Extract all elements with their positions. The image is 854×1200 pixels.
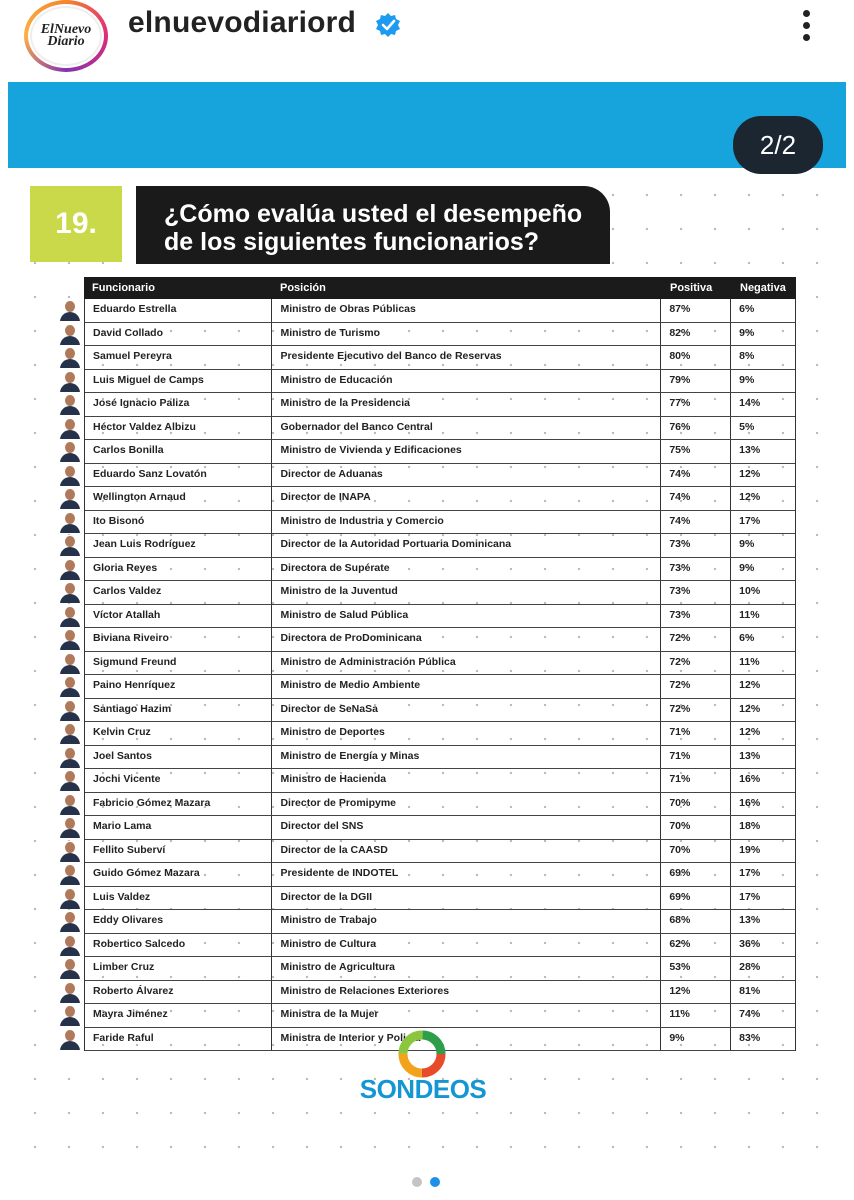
table-row: [85, 417, 795, 441]
row-name: Carlos Bonilla: [85, 440, 272, 463]
person-photo-icon: [59, 394, 81, 415]
person-photo-icon: [59, 864, 81, 885]
row-position: Ministro de Deportes: [272, 722, 661, 745]
row-position: Ministro de Energía y Minas: [272, 746, 661, 769]
row-negative: 12%: [739, 491, 761, 503]
row-name: José Ignacio Paliza: [85, 393, 272, 416]
row-positive: 53%: [661, 957, 731, 980]
table-row: [85, 487, 795, 511]
table-row: [85, 840, 795, 864]
row-negative: 9%: [739, 373, 755, 386]
row-position: Ministro de Vivienda y Edificaciones: [272, 440, 661, 463]
row-negative: 5%: [739, 420, 755, 433]
carousel-dot[interactable]: [430, 1177, 440, 1187]
row-name: Héctor Valdez Albizu: [85, 417, 272, 440]
person-photo-icon: [59, 747, 81, 768]
table-row: [85, 534, 795, 558]
table-row: [85, 581, 795, 605]
row-positive: 73%: [661, 581, 731, 604]
row-negative: 36%: [739, 937, 761, 950]
more-options-icon[interactable]: [796, 6, 816, 46]
row-name: Joel Santos: [85, 746, 272, 769]
person-photo-icon: [59, 723, 81, 744]
row-positive: 73%: [661, 605, 731, 628]
carousel-dots: [412, 1177, 440, 1187]
row-negative: 16%: [739, 773, 761, 785]
row-positive: 70%: [661, 816, 731, 839]
person-photo-icon: [59, 653, 81, 674]
row-position: Director de la CAASD: [272, 840, 661, 863]
row-name: Guido Gómez Mazara: [85, 863, 272, 886]
row-name: Sigmund Freund: [85, 652, 272, 675]
row-positive: 73%: [661, 534, 731, 557]
row-position: Ministro de Salud Pública: [272, 605, 661, 628]
person-photo-icon: [59, 418, 81, 439]
row-negative: 9%: [739, 326, 755, 339]
row-position: Ministro de Trabajo: [272, 910, 661, 933]
row-positive: 69%: [661, 887, 731, 910]
row-positive: 75%: [661, 440, 731, 463]
row-name: Gloria Reyes: [85, 558, 272, 581]
row-position: Director de INAPA: [272, 487, 661, 510]
row-negative: 74%: [739, 1008, 761, 1020]
row-position: Presidente Ejecutivo del Banco de Reservas: [272, 346, 661, 369]
table-row: [85, 464, 795, 488]
table-row: [85, 652, 795, 676]
row-positive: 9%: [661, 1028, 731, 1051]
row-name: Limber Cruz: [85, 957, 272, 980]
table-row: [85, 370, 795, 394]
row-positive: 80%: [661, 346, 731, 369]
row-negative: 12%: [739, 702, 761, 715]
row-position: Directora de Supérate: [272, 558, 661, 581]
person-photo-icon: [59, 770, 81, 791]
row-negative: 11%: [739, 608, 760, 621]
row-name: Fabricio Gómez Mazara: [85, 793, 272, 816]
header-funcionario: Funcionario: [92, 282, 155, 294]
table-row: [85, 769, 795, 793]
row-name: Kelvin Cruz: [85, 722, 272, 745]
person-photo-icon: [59, 559, 81, 580]
person-photo-icon: [59, 958, 81, 979]
row-name: Eduardo Estrella: [85, 299, 272, 322]
table-row: [85, 440, 795, 464]
row-negative: 12%: [739, 679, 761, 691]
person-photo-icon: [59, 888, 81, 909]
row-positive: 71%: [661, 746, 731, 769]
row-name: Luis Miguel de Camps: [85, 370, 272, 393]
row-positive: 62%: [661, 934, 731, 957]
person-photo-icon: [59, 324, 81, 345]
person-photo-icon: [59, 465, 81, 486]
row-name: Mario Lama: [85, 816, 272, 839]
table-row: [85, 746, 795, 770]
row-positive: 87%: [661, 299, 731, 322]
row-negative: 28%: [739, 961, 761, 973]
row-position: Ministro de Industria y Comercio: [272, 511, 661, 534]
row-positive: 82%: [661, 323, 731, 346]
row-name: Jean Luis Rodríguez: [85, 534, 272, 557]
row-negative: 11%: [739, 655, 760, 668]
row-negative: 17%: [739, 514, 761, 527]
person-photo-icon: [59, 606, 81, 627]
row-name: Fellito Suberví: [85, 840, 272, 863]
row-positive: 70%: [661, 793, 731, 816]
table-row: [85, 981, 795, 1005]
table-row: [85, 887, 795, 911]
table-row: [85, 511, 795, 535]
row-position: Ministro de Educación: [272, 370, 661, 393]
person-photo-icon: [59, 911, 81, 932]
row-position: Ministro de Relaciones Exteriores: [272, 981, 661, 1004]
question-number: 19.: [30, 186, 122, 262]
row-position: Ministro de la Juventud: [272, 581, 661, 604]
row-name: Roberto Álvarez: [85, 981, 272, 1004]
row-negative: 12%: [739, 726, 761, 738]
row-negative: 17%: [739, 867, 761, 879]
row-name: Faride Raful: [85, 1028, 272, 1051]
person-photo-icon: [59, 817, 81, 838]
person-photo-icon: [59, 512, 81, 533]
person-photo-icon: [59, 629, 81, 650]
row-negative: 18%: [739, 820, 761, 832]
header-positiva: Positiva: [670, 282, 713, 294]
row-positive: 72%: [661, 652, 731, 675]
row-positive: 70%: [661, 840, 731, 863]
row-name: Mayra Jiménez: [85, 1004, 272, 1027]
row-position: Director de la DGII: [272, 887, 661, 910]
row-position: Ministro de Cultura: [272, 934, 661, 957]
row-name: David Collado: [85, 323, 272, 346]
row-positive: 73%: [661, 558, 731, 581]
row-negative: 6%: [739, 303, 755, 315]
results-table: [84, 277, 796, 1051]
table-row: [85, 628, 795, 652]
verified-badge-icon: [374, 12, 402, 40]
person-photo-icon: [59, 441, 81, 462]
person-photo-icon: [59, 676, 81, 697]
row-negative: 8%: [739, 350, 755, 362]
carousel-dot[interactable]: [412, 1177, 422, 1187]
table-row: [85, 699, 795, 723]
table-row: [85, 1004, 795, 1028]
row-position: Director de Promipyme: [272, 793, 661, 816]
row-name: Santiago Hazim: [85, 699, 272, 722]
row-positive: 74%: [661, 464, 731, 487]
row-positive: 71%: [661, 722, 731, 745]
row-negative: 14%: [739, 397, 761, 409]
row-negative: 9%: [739, 561, 755, 574]
person-photo-icon: [59, 1029, 81, 1050]
table-row: [85, 722, 795, 746]
row-positive: 77%: [661, 393, 731, 416]
table-row: [85, 957, 795, 981]
question-line-2: de los siguientes funcionarios?: [164, 228, 540, 256]
row-positive: 74%: [661, 487, 731, 510]
row-negative: 9%: [739, 538, 755, 550]
table-row: [85, 323, 795, 347]
row-position: Director de SeNaSa: [272, 699, 661, 722]
table-row: [85, 605, 795, 629]
row-name: Luis Valdez: [85, 887, 272, 910]
row-negative: 13%: [739, 444, 761, 456]
person-photo-icon: [59, 300, 81, 321]
table-row: [85, 910, 795, 934]
row-name: Eduardo Sanz Lovatón: [85, 464, 272, 487]
row-negative: 13%: [739, 749, 761, 762]
row-negative: 10%: [739, 585, 761, 597]
row-negative: 17%: [739, 890, 761, 903]
person-photo-icon: [59, 700, 81, 721]
row-position: Director de la Autoridad Portuaria Dominicana: [272, 534, 661, 557]
row-positive: 74%: [661, 511, 731, 534]
person-photo-icon: [59, 582, 81, 603]
row-negative: 83%: [739, 1031, 761, 1044]
row-positive: 76%: [661, 417, 731, 440]
header-negativa: Negativa: [740, 282, 786, 294]
table-row: [85, 863, 795, 887]
person-photo-icon: [59, 794, 81, 815]
table-row: [85, 558, 795, 582]
row-name: Wellington Arnaud: [85, 487, 272, 510]
row-name: Ito Bisonó: [85, 511, 272, 534]
profile-avatar[interactable]: [24, 0, 108, 72]
row-name: Paino Henríquez: [85, 675, 272, 698]
row-positive: 11%: [661, 1004, 731, 1027]
row-position: Ministra de la Mujer: [272, 1004, 661, 1027]
row-position: Ministro de Obras Públicas: [272, 299, 661, 322]
row-name: Robertico Salcedo: [85, 934, 272, 957]
row-positive: 72%: [661, 699, 731, 722]
sondeos-logo-text: SONDEOS: [359, 1074, 487, 1104]
person-photo-icon: [59, 982, 81, 1003]
row-positive: 72%: [661, 675, 731, 698]
row-negative: 13%: [739, 914, 761, 926]
row-positive: 72%: [661, 628, 731, 651]
row-negative: 12%: [739, 467, 761, 480]
question-title: [136, 186, 610, 264]
table-row: [85, 793, 795, 817]
post-header: [0, 0, 854, 80]
row-position: Ministro de Administración Pública: [272, 652, 661, 675]
header-posicion: Posición: [280, 282, 326, 294]
row-position: Ministro de Turismo: [272, 323, 661, 346]
top-blue-band: [8, 82, 846, 168]
row-negative: 19%: [739, 843, 761, 856]
row-position: Ministro de Agricultura: [272, 957, 661, 980]
row-positive: 69%: [661, 863, 731, 886]
row-name: Víctor Atallah: [85, 605, 272, 628]
row-name: Jochi Vicente: [85, 769, 272, 792]
row-positive: 79%: [661, 370, 731, 393]
row-position: Ministra de Interior y Policía: [272, 1028, 661, 1051]
table-row: [85, 934, 795, 958]
person-photo-icon: [59, 347, 81, 368]
table-row: [85, 393, 795, 417]
table-header: [84, 277, 796, 299]
row-position: Ministro de Medio Ambiente: [272, 675, 661, 698]
row-position: Directora de ProDominicana: [272, 628, 661, 651]
person-photo-icon: [59, 488, 81, 509]
row-negative: 16%: [739, 796, 761, 809]
page-indicator: 2/2: [733, 116, 823, 174]
row-name: Samuel Pereyra: [85, 346, 272, 369]
row-name: Eddy Olivares: [85, 910, 272, 933]
row-position: Director del SNS: [272, 816, 661, 839]
table-row: [85, 346, 795, 370]
username[interactable]: elnuevodiariord: [128, 6, 357, 39]
sondeos-logo-icon: [396, 1028, 448, 1080]
person-photo-icon: [59, 535, 81, 556]
row-position: Director de Aduanas: [272, 464, 661, 487]
person-photo-icon: [59, 1005, 81, 1026]
row-position: Gobernador del Banco Central: [272, 417, 661, 440]
row-positive: 71%: [661, 769, 731, 792]
row-negative: 81%: [739, 984, 761, 997]
question-line-1: ¿Cómo evalúa usted el desempeño: [164, 200, 583, 228]
row-name: Biviana Riveiro: [85, 628, 272, 651]
row-position: Presidente de INDOTEL: [272, 863, 661, 886]
table-row: [85, 675, 795, 699]
row-name: Carlos Valdez: [85, 581, 272, 604]
table-row: [85, 299, 795, 323]
table-row: [85, 816, 795, 840]
row-positive: 12%: [661, 981, 731, 1004]
person-photo-icon: [59, 935, 81, 956]
row-position: Ministro de Hacienda: [272, 769, 661, 792]
person-photo-icon: [59, 841, 81, 862]
row-positive: 68%: [661, 910, 731, 933]
avatar-logo-icon: ElNuevo Diario: [30, 6, 102, 66]
row-negative: 6%: [739, 632, 755, 644]
row-position: Ministro de la Presidencia: [272, 393, 661, 416]
table-body: [84, 299, 796, 1051]
person-photo-icon: [59, 371, 81, 392]
